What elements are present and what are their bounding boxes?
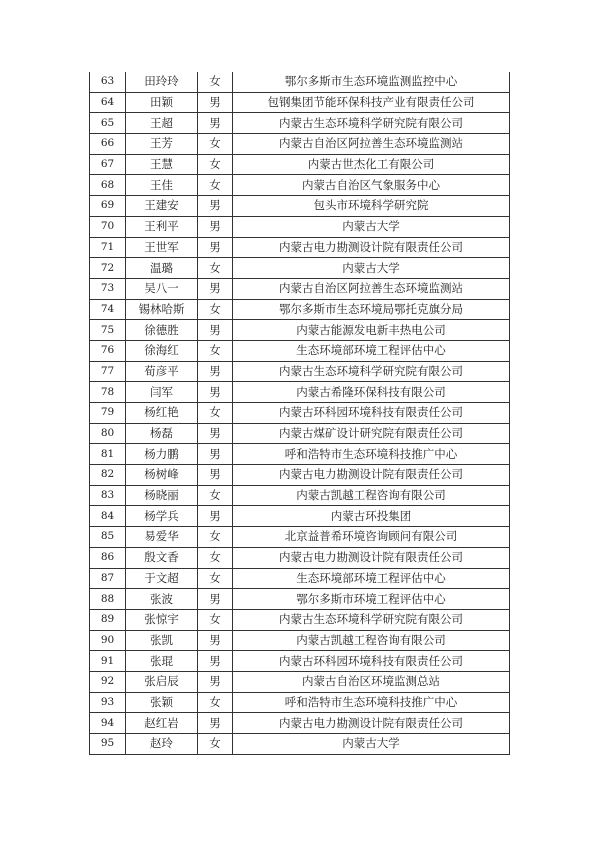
table-row — [90, 382, 510, 403]
gender: 女 — [198, 527, 233, 548]
organization: 内蒙古自治区环境监测总站 — [233, 671, 510, 692]
person-name: 王超 — [126, 113, 198, 134]
table-row — [90, 175, 510, 196]
table-row — [90, 485, 510, 506]
row-number: 77 — [90, 361, 126, 382]
person-name: 殷文香 — [126, 547, 198, 568]
table-row — [90, 113, 510, 134]
gender: 男 — [198, 361, 233, 382]
person-name: 杨学兵 — [126, 506, 198, 527]
gender: 男 — [198, 444, 233, 465]
table-row — [90, 465, 510, 486]
person-name: 荀彦平 — [126, 361, 198, 382]
organization: 生态环境部环境工程评估中心 — [233, 568, 510, 589]
gender: 女 — [198, 134, 233, 155]
table-row — [90, 671, 510, 692]
gender: 男 — [198, 506, 233, 527]
gender: 女 — [198, 568, 233, 589]
person-name: 赵红岩 — [126, 713, 198, 734]
organization: 内蒙古自治区阿拉善生态环境监测站 — [233, 278, 510, 299]
row-number: 69 — [90, 196, 126, 217]
gender: 男 — [198, 92, 233, 113]
person-name: 杨磊 — [126, 423, 198, 444]
row-number: 81 — [90, 444, 126, 465]
person-name: 田颖 — [126, 92, 198, 113]
gender: 女 — [198, 72, 233, 92]
organization: 内蒙古能源发电新丰热电公司 — [233, 320, 510, 341]
table-row — [90, 651, 510, 672]
person-name: 张颖 — [126, 692, 198, 713]
organization: 内蒙古希隆环保科技有限公司 — [233, 382, 510, 403]
table-row — [90, 609, 510, 630]
person-name: 张琨 — [126, 651, 198, 672]
gender: 女 — [198, 258, 233, 279]
organization: 呼和浩特市生态环境科技推广中心 — [233, 444, 510, 465]
gender: 男 — [198, 651, 233, 672]
organization: 内蒙古大学 — [233, 216, 510, 237]
person-name: 杨树峰 — [126, 465, 198, 486]
organization: 内蒙古环科园环境科技有限责任公司 — [233, 403, 510, 424]
gender: 男 — [198, 423, 233, 444]
gender: 女 — [198, 547, 233, 568]
row-number: 79 — [90, 403, 126, 424]
table-row — [90, 547, 510, 568]
gender: 男 — [198, 216, 233, 237]
table-row — [90, 278, 510, 299]
person-name: 王利平 — [126, 216, 198, 237]
gender: 女 — [198, 154, 233, 175]
row-number: 71 — [90, 237, 126, 258]
gender: 女 — [198, 609, 233, 630]
organization: 鄂尔多斯市生态环境局鄂托克旗分局 — [233, 299, 510, 320]
table-row — [90, 692, 510, 713]
row-number: 65 — [90, 113, 126, 134]
person-name: 张惊宇 — [126, 609, 198, 630]
gender: 男 — [198, 382, 233, 403]
organization: 内蒙古生态环境科学研究院有限公司 — [233, 609, 510, 630]
person-name: 张启辰 — [126, 671, 198, 692]
person-name: 王慧 — [126, 154, 198, 175]
table-row — [90, 340, 510, 361]
organization: 内蒙古煤矿设计研究院有限责任公司 — [233, 423, 510, 444]
gender: 男 — [198, 465, 233, 486]
person-name: 张波 — [126, 589, 198, 610]
organization: 包钢集团节能环保科技产业有限责任公司 — [233, 92, 510, 113]
person-name: 吴八一 — [126, 278, 198, 299]
person-name: 杨力鹏 — [126, 444, 198, 465]
person-name: 闫军 — [126, 382, 198, 403]
row-number: 64 — [90, 92, 126, 113]
row-number: 63 — [90, 72, 126, 92]
row-number: 78 — [90, 382, 126, 403]
table-row — [90, 134, 510, 155]
gender: 男 — [198, 278, 233, 299]
gender: 女 — [198, 403, 233, 424]
organization: 呼和浩特市生态环境科技推广中心 — [233, 692, 510, 713]
organization: 内蒙古环投集团 — [233, 506, 510, 527]
person-name: 于文超 — [126, 568, 198, 589]
organization: 内蒙古大学 — [233, 734, 510, 755]
person-name: 杨晓丽 — [126, 485, 198, 506]
row-number: 73 — [90, 278, 126, 299]
table-row — [90, 299, 510, 320]
row-number: 88 — [90, 589, 126, 610]
row-number: 68 — [90, 175, 126, 196]
organization: 内蒙古自治区气象服务中心 — [233, 175, 510, 196]
row-number: 83 — [90, 485, 126, 506]
table-row — [90, 216, 510, 237]
organization: 包头市环境科学研究院 — [233, 196, 510, 217]
row-number: 72 — [90, 258, 126, 279]
row-number: 86 — [90, 547, 126, 568]
organization: 内蒙古自治区阿拉善生态环境监测站 — [233, 134, 510, 155]
gender: 男 — [198, 713, 233, 734]
row-number: 87 — [90, 568, 126, 589]
gender: 女 — [198, 299, 233, 320]
row-number: 93 — [90, 692, 126, 713]
row-number: 84 — [90, 506, 126, 527]
table-row — [90, 72, 510, 92]
row-number: 94 — [90, 713, 126, 734]
table-row — [90, 92, 510, 113]
table-row — [90, 403, 510, 424]
person-name: 杨红艳 — [126, 403, 198, 424]
person-name: 王芳 — [126, 134, 198, 155]
gender: 男 — [198, 589, 233, 610]
table-row — [90, 361, 510, 382]
person-name: 王建安 — [126, 196, 198, 217]
organization: 北京益普希环境咨询顾问有限公司 — [233, 527, 510, 548]
person-name: 易爱华 — [126, 527, 198, 548]
row-number: 70 — [90, 216, 126, 237]
person-name: 赵玲 — [126, 734, 198, 755]
row-number: 80 — [90, 423, 126, 444]
row-number: 76 — [90, 340, 126, 361]
row-number: 74 — [90, 299, 126, 320]
gender: 男 — [198, 196, 233, 217]
organization: 内蒙古大学 — [233, 258, 510, 279]
organization: 内蒙古电力勘测设计院有限责任公司 — [233, 465, 510, 486]
gender: 男 — [198, 113, 233, 134]
table-row — [90, 258, 510, 279]
organization: 内蒙古生态环境科学研究院有限公司 — [233, 361, 510, 382]
organization: 内蒙古环科园环境科技有限责任公司 — [233, 651, 510, 672]
row-number: 75 — [90, 320, 126, 341]
person-name: 锡林哈斯 — [126, 299, 198, 320]
gender: 男 — [198, 320, 233, 341]
gender: 女 — [198, 734, 233, 755]
row-number: 92 — [90, 671, 126, 692]
row-number: 90 — [90, 630, 126, 651]
organization: 内蒙古电力勘测设计院有限责任公司 — [233, 547, 510, 568]
organization: 鄂尔多斯市环境工程评估中心 — [233, 589, 510, 610]
organization: 鄂尔多斯市生态环境监测监控中心 — [233, 72, 510, 92]
person-name: 徐海红 — [126, 340, 198, 361]
person-name: 田玲玲 — [126, 72, 198, 92]
organization: 内蒙古生态环境科学研究院有限公司 — [233, 113, 510, 134]
organization: 内蒙古凯越工程咨询有限公司 — [233, 630, 510, 651]
row-number: 85 — [90, 527, 126, 548]
row-number: 67 — [90, 154, 126, 175]
table-row — [90, 589, 510, 610]
table-row — [90, 527, 510, 548]
organization: 内蒙古电力勘测设计院有限责任公司 — [233, 237, 510, 258]
gender: 男 — [198, 671, 233, 692]
row-number: 66 — [90, 134, 126, 155]
table-row — [90, 423, 510, 444]
table-row — [90, 630, 510, 651]
organization: 生态环境部环境工程评估中心 — [233, 340, 510, 361]
person-name: 温璐 — [126, 258, 198, 279]
person-name: 徐德胜 — [126, 320, 198, 341]
table-row — [90, 713, 510, 734]
table-row — [90, 237, 510, 258]
table-row — [90, 154, 510, 175]
table-body — [90, 72, 510, 754]
person-name: 张凯 — [126, 630, 198, 651]
table-row — [90, 734, 510, 755]
table-row — [90, 506, 510, 527]
table-row — [90, 444, 510, 465]
organization: 内蒙古凯越工程咨询有限公司 — [233, 485, 510, 506]
gender: 女 — [198, 175, 233, 196]
row-number: 82 — [90, 465, 126, 486]
gender: 男 — [198, 237, 233, 258]
person-name: 王佳 — [126, 175, 198, 196]
table-row — [90, 320, 510, 341]
organization: 内蒙古电力勘测设计院有限责任公司 — [233, 713, 510, 734]
row-number: 91 — [90, 651, 126, 672]
row-number: 95 — [90, 734, 126, 755]
person-name: 王世军 — [126, 237, 198, 258]
table-row — [90, 196, 510, 217]
gender: 女 — [198, 340, 233, 361]
gender: 女 — [198, 485, 233, 506]
gender: 男 — [198, 630, 233, 651]
row-number: 89 — [90, 609, 126, 630]
table-row — [90, 568, 510, 589]
organization: 内蒙古世杰化工有限公司 — [233, 154, 510, 175]
expert-list-table — [89, 72, 510, 755]
gender: 女 — [198, 692, 233, 713]
